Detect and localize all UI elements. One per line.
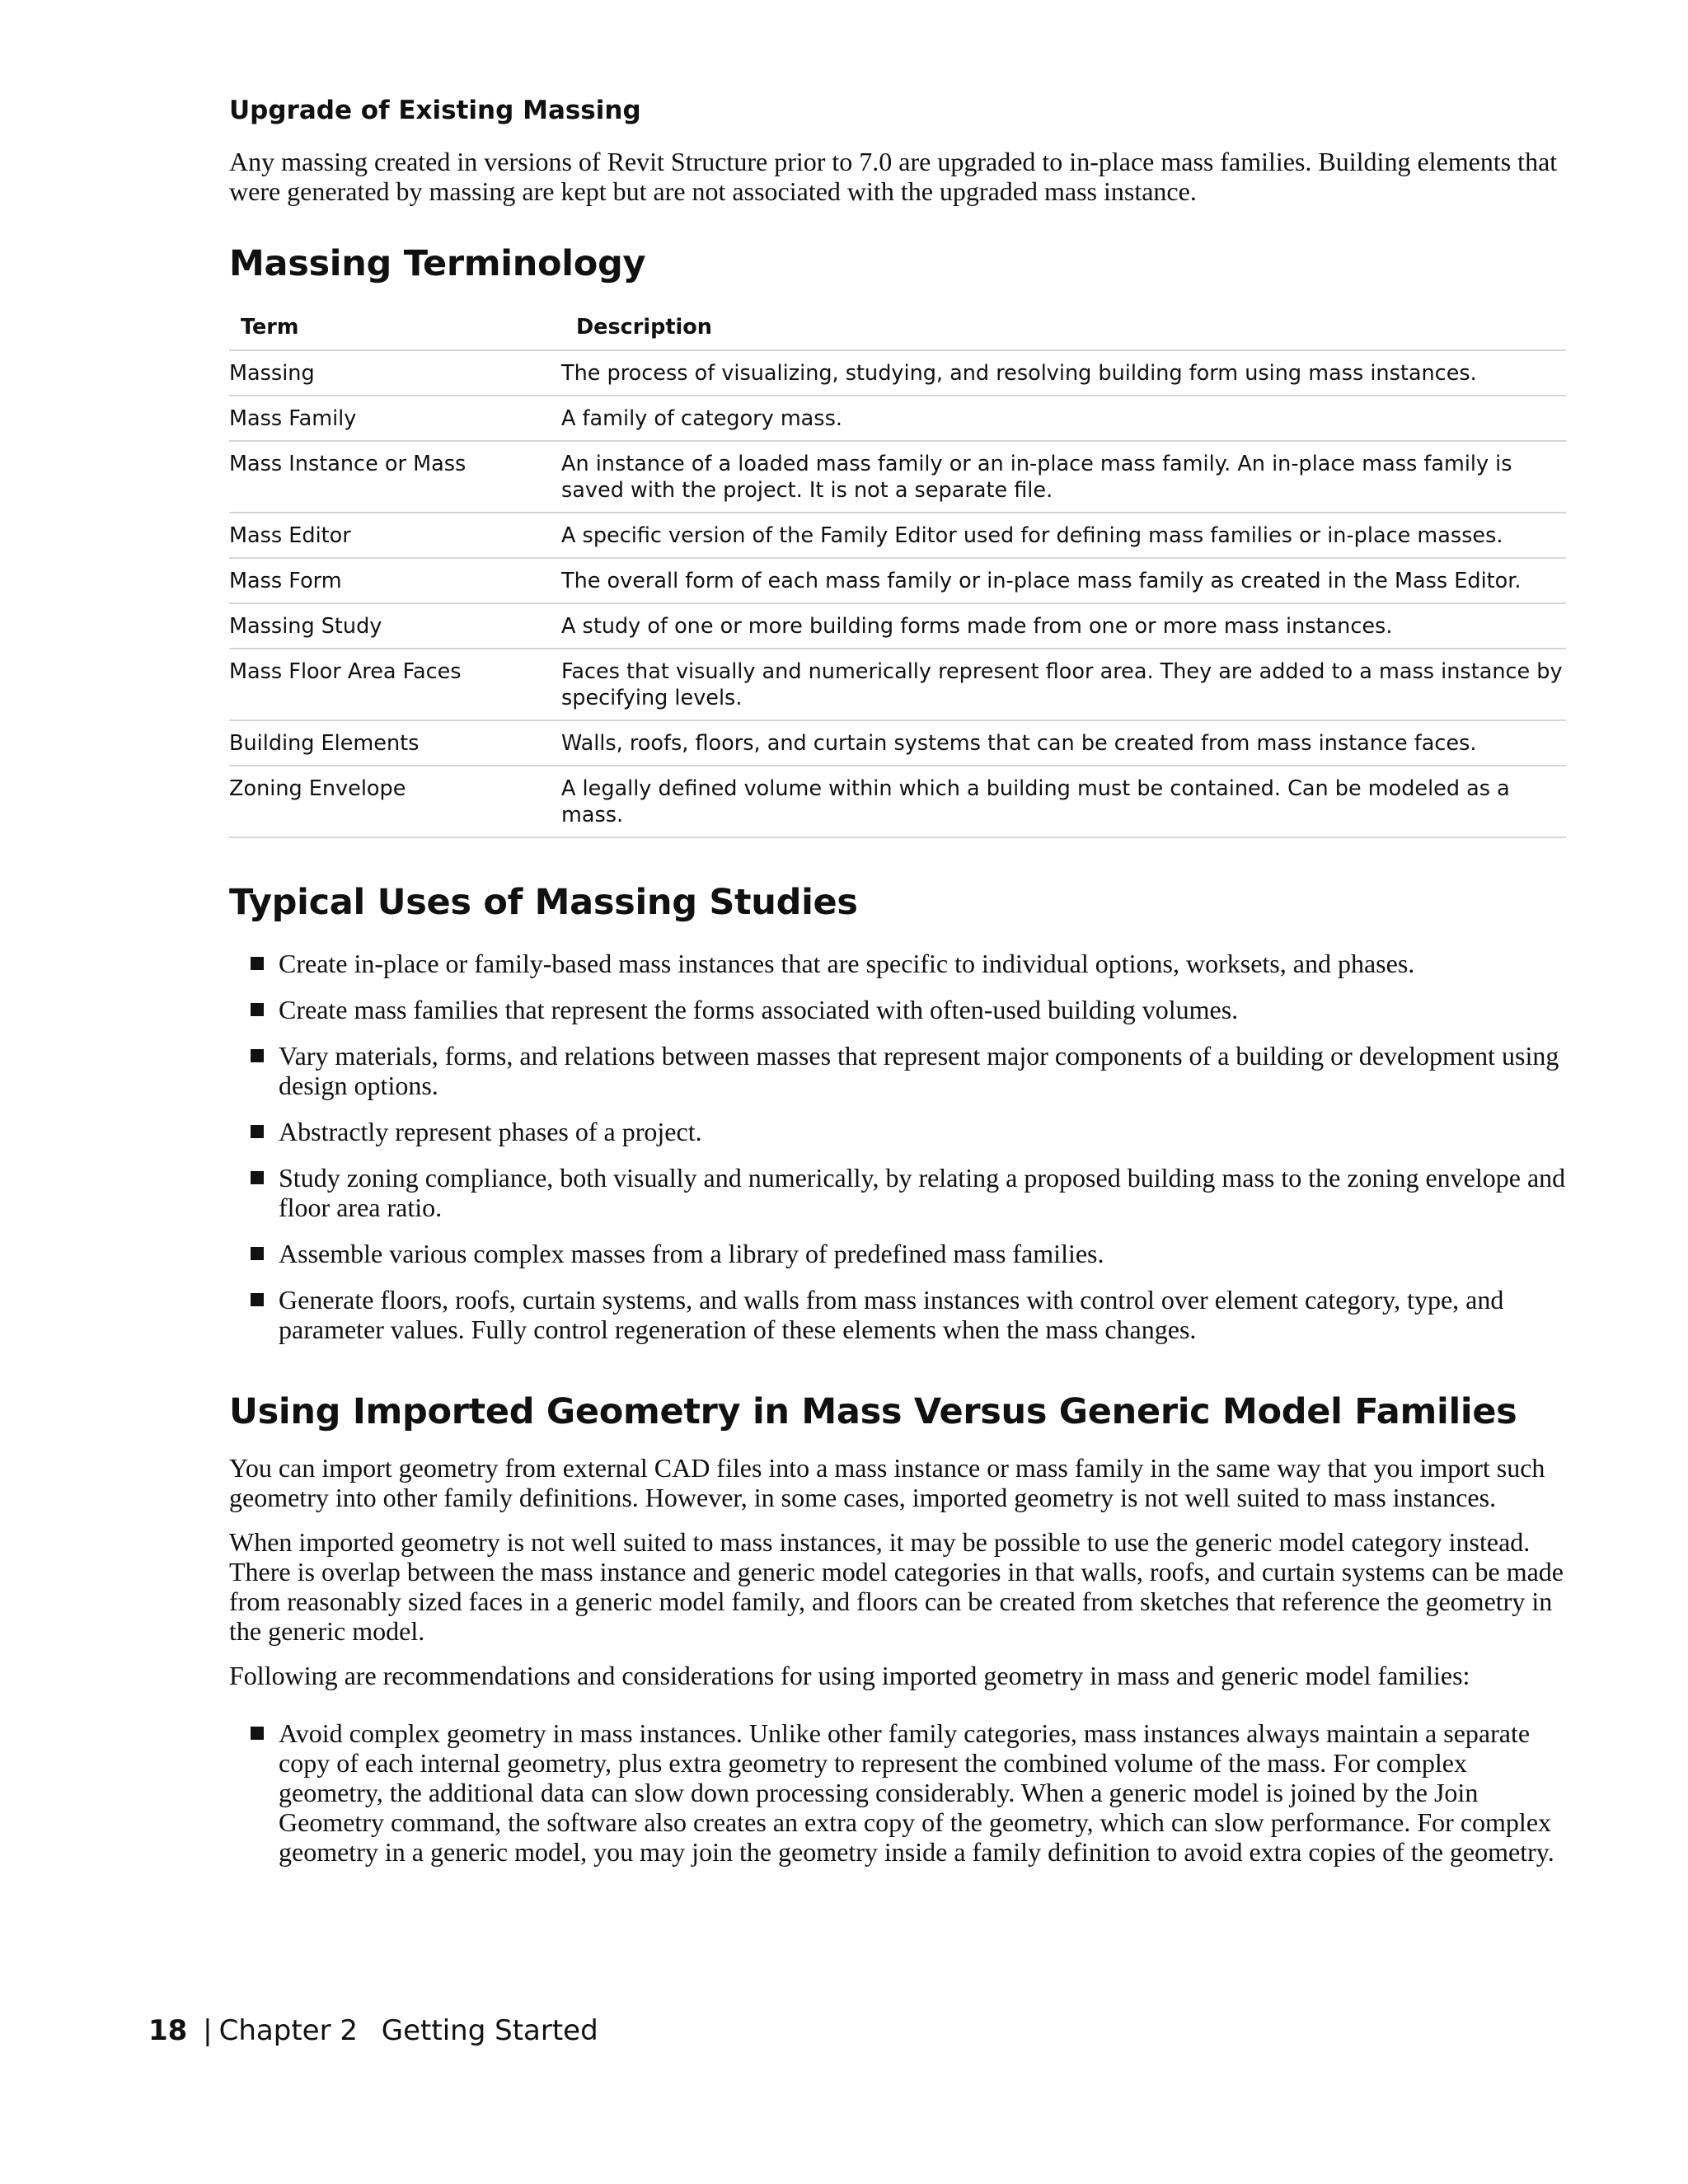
square-bullet-icon <box>251 957 264 970</box>
list-item: Create mass families that represent the forms associated with often-used building volumes. <box>229 995 1566 1024</box>
table-row <box>229 350 1566 396</box>
upgrade-heading: Upgrade of Existing Massing <box>229 96 641 125</box>
description-cell: A specific version of the Family Editor used for defining mass families or in-place masses. <box>561 513 1566 558</box>
table-header-row <box>229 310 1566 350</box>
list-item: Assemble various complex masses from a library of predefined mass families. <box>229 1239 1566 1268</box>
list-item: Generate floors, roofs, curtain systems, and walls from mass instances with control over element category, type, and parameter values. Fully control regeneration of these elements when the mass changes. <box>229 1285 1566 1344</box>
description-cell: A study of one or more building forms made from one or more mass instances. <box>561 603 1566 649</box>
term-cell: Mass Form <box>229 558 561 603</box>
table-row <box>229 396 1566 441</box>
imported-paragraph-1: You can import geometry from external CAD files into a mass instance or mass family in the same way that you import such geometry into other family definitions. However, in some cases, imported geometry is not well suited to mass instances. <box>229 1453 1545 1512</box>
square-bullet-icon <box>251 1727 264 1740</box>
page-footer <box>148 2011 598 2050</box>
list-item: Create in-place or family-based mass instances that are specific to individual options, worksets, and phases. <box>229 949 1566 978</box>
list-item: Study zoning compliance, both visually and numerically, by relating a proposed building mass to the zoning envelope and floor area ratio. <box>229 1163 1566 1222</box>
imported-geometry-list <box>229 1718 1566 1867</box>
chapter-title: Getting Started <box>381 2014 598 2047</box>
upgrade-paragraph: Any massing created in versions of Revit Structure prior to 7.0 are upgraded to in-place mass families. Building elements that were generated by massing are kept but are not associated with the upgraded mass instance. <box>229 147 1558 206</box>
square-bullet-icon <box>251 1049 264 1062</box>
description-column-header: Description <box>561 310 1566 350</box>
list-item: Vary materials, forms, and relations between masses that represent major components of a building or development using design options. <box>229 1041 1566 1100</box>
square-bullet-icon <box>251 1003 264 1016</box>
term-cell: Mass Editor <box>229 513 561 558</box>
description-cell: A legally defined volume within which a building must be contained. Can be modeled as a mass. <box>561 766 1566 837</box>
page-number: 18 <box>148 2014 188 2047</box>
term-cell: Mass Floor Area Faces <box>229 649 561 720</box>
term-cell: Mass Family <box>229 396 561 441</box>
square-bullet-icon <box>251 1247 264 1260</box>
chapter-label: Chapter 2 <box>218 2014 358 2047</box>
term-cell: Zoning Envelope <box>229 766 561 837</box>
table-row <box>229 441 1566 513</box>
term-cell: Massing <box>229 350 561 396</box>
square-bullet-icon <box>251 1171 264 1184</box>
description-cell: The overall form of each mass family or in-place mass family as created in the Mass Editor. <box>561 558 1566 603</box>
term-cell: Building Elements <box>229 720 561 766</box>
description-cell: Walls, roofs, floors, and curtain systems that can be created from mass instance faces. <box>561 720 1566 766</box>
table-row <box>229 766 1566 837</box>
description-cell: A family of category mass. <box>561 396 1566 441</box>
description-cell: An instance of a loaded mass family or an in-place mass family. An in-place mass family is saved with the project. It is not a separate file. <box>561 441 1566 513</box>
imported-paragraph-2: When imported geometry is not well suited to mass instances, it may be possible to use the generic model category instead. There is overlap between the mass instance and generic model categories in that walls, roofs, and curtain systems can be made from reasonably sized faces in a generic model family, and floors can be created from sketches that reference the geometry in the generic model. <box>229 1527 1564 1646</box>
terminology-table <box>229 310 1566 838</box>
term-cell: Mass Instance or Mass <box>229 441 561 513</box>
table-row <box>229 720 1566 766</box>
description-cell: Faces that visually and numerically represent floor area. They are added to a mass instance by specifying levels. <box>561 649 1566 720</box>
typical-uses-list <box>229 949 1566 1344</box>
page-content <box>229 92 1566 1867</box>
table-row <box>229 513 1566 558</box>
table-row <box>229 603 1566 649</box>
typical-uses-heading: Typical Uses of Massing Studies <box>229 882 858 923</box>
imported-paragraph-3: Following are recommendations and considerations for using imported geometry in mass and generic model families: <box>229 1661 1470 1690</box>
table-row <box>229 558 1566 603</box>
list-item: Abstractly represent phases of a project. <box>229 1117 1566 1146</box>
term-column-header: Term <box>229 310 561 350</box>
footer-separator: | <box>203 2014 213 2047</box>
description-cell: The process of visualizing, studying, and resolving building form using mass instances. <box>561 350 1566 396</box>
list-item: Avoid complex geometry in mass instances. Unlike other family categories, mass instances always maintain a separate copy of each internal geometry, plus extra geometry to represent the combined volume of the mass. For complex geometry, the additional data can slow down processing considerably. When a generic model is joined by the Join Geometry command, the software also creates an extra copy of the geometry, which can slow performance. For complex geometry in a generic model, you may join the geometry inside a family definition to avoid extra copies of the geometry. <box>229 1718 1566 1867</box>
terminology-heading: Massing Terminology <box>229 243 646 284</box>
term-cell: Massing Study <box>229 603 561 649</box>
table-row <box>229 649 1566 720</box>
square-bullet-icon <box>251 1125 264 1138</box>
imported-geometry-heading: Using Imported Geometry in Mass Versus Generic Model Families <box>229 1391 1517 1432</box>
square-bullet-icon <box>251 1293 264 1306</box>
